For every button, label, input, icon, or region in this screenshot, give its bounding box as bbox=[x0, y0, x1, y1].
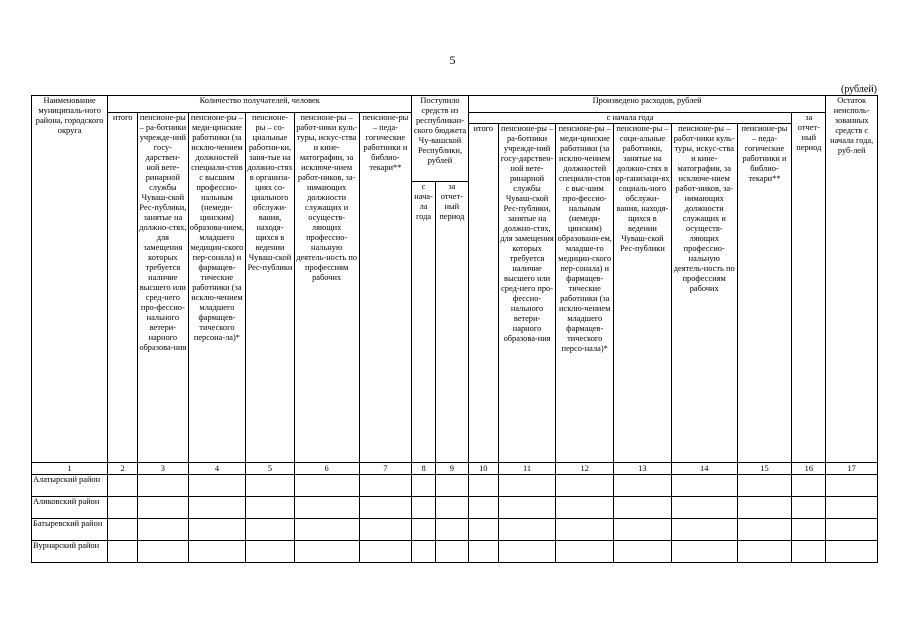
data-cell bbox=[614, 519, 672, 541]
district-name: Алатырский район bbox=[32, 475, 108, 497]
district-name: Вурнарский район bbox=[32, 541, 108, 563]
data-cell bbox=[826, 475, 878, 497]
header-recipients-ped: пенсионе-ры – педа-гогические работники и библио-текари** bbox=[359, 113, 412, 463]
data-cell bbox=[792, 519, 826, 541]
column-number: 2 bbox=[108, 463, 138, 475]
header-received-period: за отчет-ный период bbox=[435, 182, 468, 463]
column-number: 8 bbox=[412, 463, 436, 475]
column-number: 15 bbox=[737, 463, 792, 475]
column-number: 11 bbox=[498, 463, 556, 475]
column-number: 13 bbox=[614, 463, 672, 475]
data-cell bbox=[246, 519, 294, 541]
data-cell bbox=[614, 475, 672, 497]
header-expenses-cult: пенсионе-ры – работ-ники куль-туры, искус-ства и кине-матографии, за исключе-нием работ-ников, за-нимающих должности служащих и осуществ-ляющих профессио-нальную деятель-ность по профессиям рабочих bbox=[671, 124, 737, 463]
data-cell bbox=[246, 497, 294, 519]
table-row bbox=[32, 541, 878, 563]
data-cell bbox=[108, 519, 138, 541]
data-cell bbox=[792, 475, 826, 497]
header-expenses-period: за отчет-ный период bbox=[792, 113, 826, 463]
data-cell bbox=[188, 475, 246, 497]
header-expenses-soc: пенсионе-ры – соци-альные работники, занятые на должно-стях в ор-ганизаци-ях социаль-ного обслужи-вания, находя-щихся в ведении Чуваш-ской Рес-публики bbox=[614, 124, 672, 463]
data-cell bbox=[498, 541, 556, 563]
data-cell bbox=[359, 519, 412, 541]
data-cell bbox=[359, 497, 412, 519]
data-cell bbox=[294, 475, 359, 497]
header-expenses-med: пенсионе-ры – меди-цинские работники (за исклю-чением должностей специали-стов с выс-шим про-фессио-нальным (немеди-цинским) образовани-ем, младше-го медицин-ского пер-сонала) и фармацев-тические работники (за исклю-чением младшего фармацев-тического персо-нала)* bbox=[556, 124, 614, 463]
data-cell bbox=[671, 497, 737, 519]
data-cell bbox=[359, 475, 412, 497]
table-row bbox=[32, 497, 878, 519]
data-cell bbox=[468, 519, 498, 541]
header-recipients-total: итого bbox=[108, 113, 138, 463]
column-number: 10 bbox=[468, 463, 498, 475]
data-cell bbox=[188, 541, 246, 563]
header-received-start: с нача-ла года bbox=[412, 182, 436, 463]
data-cell bbox=[556, 519, 614, 541]
data-cell bbox=[556, 541, 614, 563]
unit-note: (рублей) bbox=[840, 84, 877, 95]
page-number: 5 bbox=[449, 53, 456, 67]
header-received: Поступило средств из республикан-ского бюджета Чу-вашской Республики, рублей bbox=[412, 96, 469, 182]
header-name: Наименование муниципаль-ного района, городского округа bbox=[32, 96, 108, 463]
data-cell bbox=[556, 497, 614, 519]
header-recipients-med: пенсионе-ры – меди-цинские работники (за исклю-чением должностей специали-стов с высшим профессио-нальным (немеди-цинским) образова-нием, младшего медицин-ского пер-сонала) и фармацев-тические работники (за исклю-чением младшего фармацев-тического персона-ла)* bbox=[188, 113, 246, 463]
data-cell bbox=[412, 519, 436, 541]
header-recipients-vet: пенсионе-ры – ра-ботники учрежде-ний госу-дарствен-ной вете-ринарной службы Чуваш-ской Рес-публики, занятые на должно-стях, для замещения которых требуется наличие высшего или сред-него про-фессио-нального ветери-нарного образова-ния bbox=[138, 113, 188, 463]
data-cell bbox=[294, 519, 359, 541]
data-cell bbox=[737, 519, 792, 541]
data-cell bbox=[108, 475, 138, 497]
data-cell bbox=[498, 475, 556, 497]
data-cell bbox=[435, 475, 468, 497]
header-expenses: Произведено расходов, рублей bbox=[468, 96, 826, 113]
data-cell bbox=[435, 497, 468, 519]
column-number: 4 bbox=[188, 463, 246, 475]
data-cell bbox=[468, 541, 498, 563]
data-cell bbox=[737, 475, 792, 497]
data-cell bbox=[826, 519, 878, 541]
column-number: 14 bbox=[671, 463, 737, 475]
header-expenses-ped: пенсионе-ры – педа-гогические работники и библио-текари** bbox=[737, 124, 792, 463]
data-cell bbox=[294, 497, 359, 519]
header-expenses-since-start: с начала года bbox=[468, 113, 791, 124]
header-recipients-cult: пенсионе-ры – работ-ники куль-туры, искус-ства и кине-матографии, за исключе-нием работ-ников, за-нимающих должности служащих и осуществ-ляющих профессио-нальную деятель-ность по профессиям рабочих bbox=[294, 113, 359, 463]
data-cell bbox=[792, 541, 826, 563]
header-recipients: Количество получателей, человек bbox=[108, 96, 412, 113]
header-expenses-total: итого bbox=[468, 124, 498, 463]
data-cell bbox=[671, 541, 737, 563]
data-cell bbox=[108, 541, 138, 563]
data-cell bbox=[188, 497, 246, 519]
table-row bbox=[32, 475, 878, 497]
data-cell bbox=[138, 519, 188, 541]
header-expenses-vet: пенсионе-ры – ра-ботники учрежде-ний госу-дарствен-ной вете-ринарной службы Чуваш-ской Рес-публики, занятые на должно-стях, для замещения которых требуется наличие высшего или сред-него про-фессио-нального ветери-нарного образова-ния bbox=[498, 124, 556, 463]
data-cell bbox=[138, 541, 188, 563]
data-cell bbox=[246, 475, 294, 497]
data-cell bbox=[138, 497, 188, 519]
header-remainder: Остаток неисполь-зованных средств с начала года, руб-лей bbox=[826, 96, 878, 463]
column-number: 17 bbox=[826, 463, 878, 475]
data-cell bbox=[412, 497, 436, 519]
data-cell bbox=[468, 497, 498, 519]
data-cell bbox=[671, 519, 737, 541]
data-cell bbox=[737, 541, 792, 563]
district-name: Аликовский район bbox=[32, 497, 108, 519]
data-cell bbox=[498, 519, 556, 541]
data-cell bbox=[826, 497, 878, 519]
district-name: Батыревский район bbox=[32, 519, 108, 541]
data-cell bbox=[498, 497, 556, 519]
data-cell bbox=[294, 541, 359, 563]
column-number: 9 bbox=[435, 463, 468, 475]
data-cell bbox=[826, 541, 878, 563]
data-cell bbox=[412, 541, 436, 563]
data-cell bbox=[435, 541, 468, 563]
data-cell bbox=[671, 475, 737, 497]
report-table bbox=[31, 95, 878, 563]
column-number: 16 bbox=[792, 463, 826, 475]
column-number: 1 bbox=[32, 463, 108, 475]
data-cell bbox=[792, 497, 826, 519]
data-cell bbox=[138, 475, 188, 497]
data-cell bbox=[435, 519, 468, 541]
column-number: 6 bbox=[294, 463, 359, 475]
data-cell bbox=[188, 519, 246, 541]
column-number: 3 bbox=[138, 463, 188, 475]
data-cell bbox=[359, 541, 412, 563]
column-number: 7 bbox=[359, 463, 412, 475]
data-cell bbox=[614, 497, 672, 519]
data-cell bbox=[468, 475, 498, 497]
data-cell bbox=[614, 541, 672, 563]
data-cell bbox=[108, 497, 138, 519]
data-cell bbox=[246, 541, 294, 563]
column-number: 12 bbox=[556, 463, 614, 475]
data-cell bbox=[412, 475, 436, 497]
data-cell bbox=[556, 475, 614, 497]
table-row bbox=[32, 519, 878, 541]
header-recipients-soc: пенсионе-ры – со-циальные работни-ки, заня-тые на должно-стях в организа-циях со-циального обслужи-вания, находя-щихся в ведении Чуваш-ской Рес-публики bbox=[246, 113, 294, 463]
data-cell bbox=[737, 497, 792, 519]
column-number: 5 bbox=[246, 463, 294, 475]
